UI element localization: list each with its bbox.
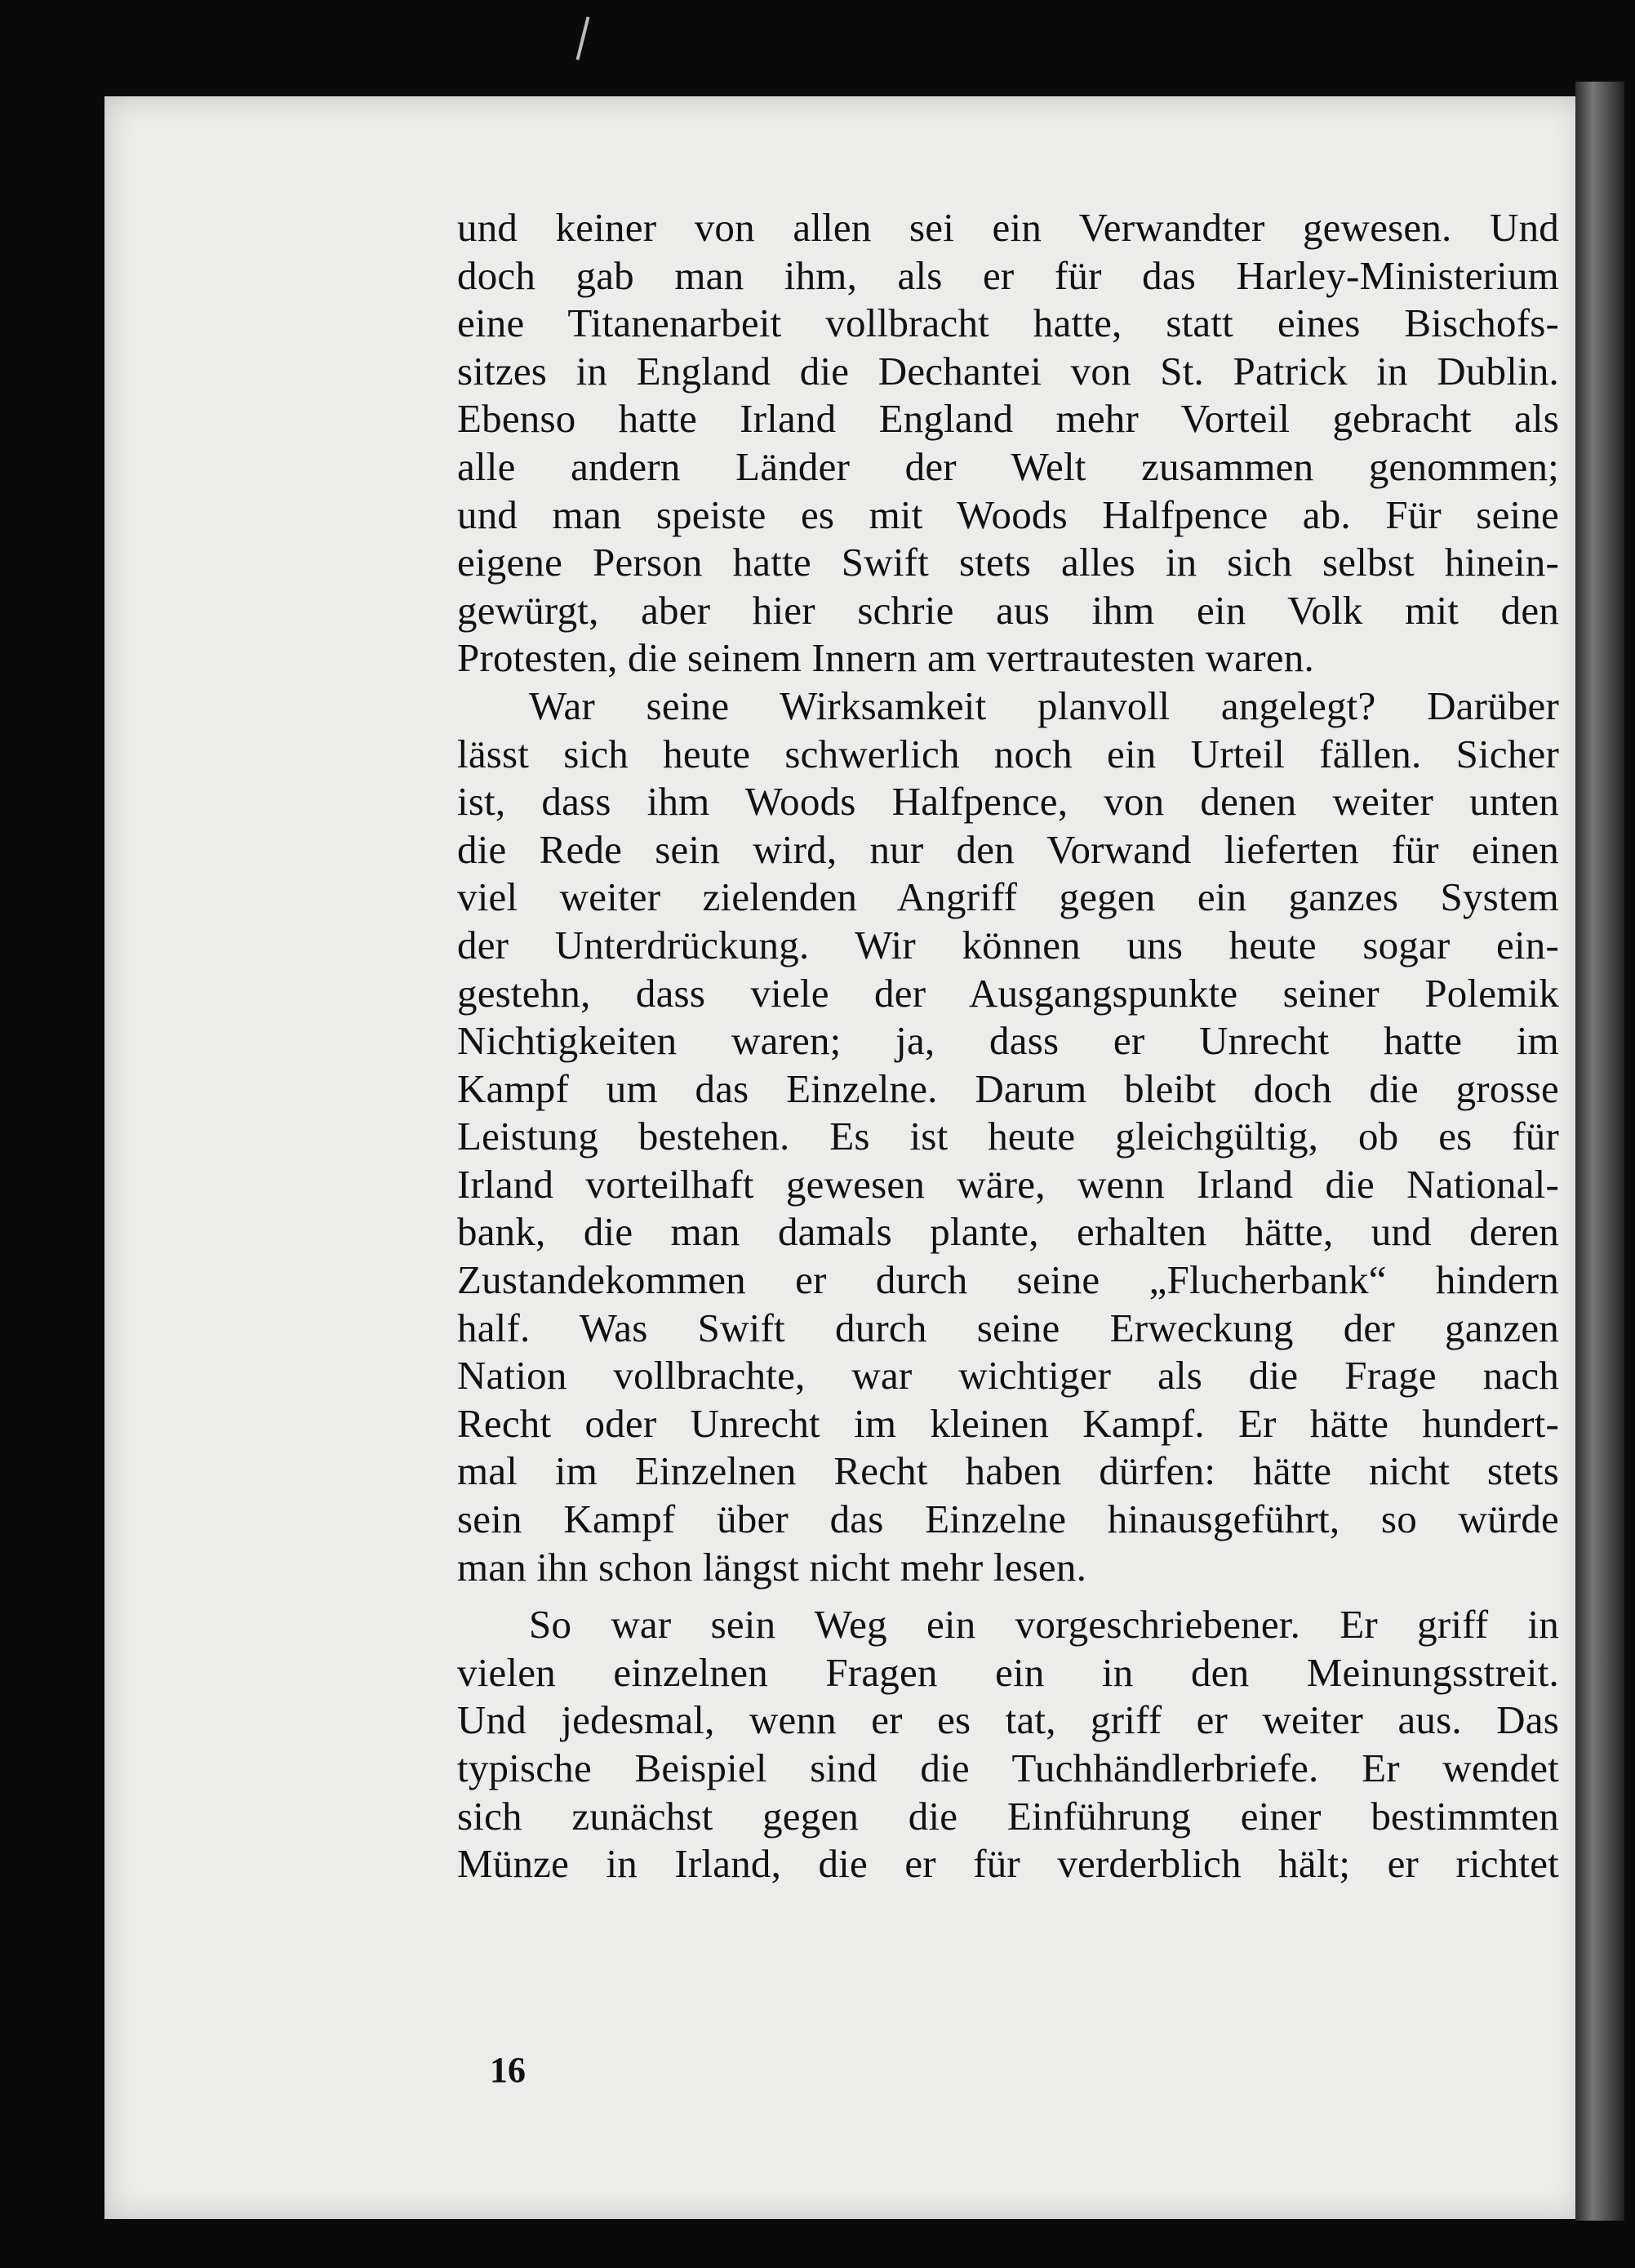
text-line: eine Titanenarbeit vollbracht hatte, statt eines Bischofs-: [457, 300, 1559, 346]
paragraph-2: [457, 683, 1559, 1591]
text-line: viel weiter zielenden Angriff gegen ein ganzes System: [457, 874, 1559, 920]
text-line: Kampf um das Einzelne. Darum bleibt doch die grosse: [457, 1065, 1559, 1111]
text-line: ist, dass ihm Woods Halfpence, von denen weiter unten: [457, 779, 1559, 825]
paragraph-gap: [457, 1591, 1559, 1601]
text-line: sein Kampf über das Einzelne hinausgeführt, so würde: [457, 1496, 1559, 1542]
paragraph-3: [457, 1601, 1559, 1888]
text-line: Protesten, die seinem Innern am vertrautesten waren.: [457, 635, 1314, 681]
text-line: die Rede sein wird, nur den Vorwand lieferten für einen: [457, 826, 1559, 872]
text-line: sich zunächst gegen die Einführung einer bestimmten: [457, 1793, 1559, 1839]
text-line: eigene Person hatte Swift stets alles in sich selbst hinein-: [457, 540, 1559, 585]
text-line: Leistung bestehen. Es ist heute gleichgültig, ob es für: [457, 1114, 1559, 1159]
text-line: typische Beispiel sind die Tuchhändlerbriefe. Er wendet: [457, 1745, 1559, 1790]
text-line: und man speiste es mit Woods Halfpence ab. Für seine: [457, 491, 1559, 537]
text-line: Münze in Irland, die er für verderblich hält; er richtet: [457, 1841, 1559, 1887]
page-text: [457, 204, 1559, 1888]
text-line: Nichtigkeiten waren; ja, dass er Unrecht hatte im: [457, 1018, 1559, 1064]
text-line: Recht oder Unrecht im kleinen Kampf. Er hätte hundert-: [457, 1400, 1559, 1446]
text-line: half. Was Swift durch seine Erweckung der ganzen: [457, 1305, 1559, 1350]
text-line: der Unterdrückung. Wir können uns heute sogar ein-: [457, 922, 1559, 967]
text-line: lässt sich heute schwerlich noch ein Urteil fällen. Sicher: [457, 731, 1559, 776]
text-line: Nation vollbrachte, war wichtiger als die Frage nach: [457, 1353, 1559, 1399]
text-line: So war sein Weg ein vorgeschriebener. Er griff in: [529, 1602, 1559, 1648]
text-line: gestehn, dass viele der Ausgangspunkte seiner Polemik: [457, 970, 1559, 1016]
text-line: Ebenso hatte Irland England mehr Vorteil gebracht als: [457, 396, 1559, 442]
text-line: vielen einzelnen Fragen ein in den Meinungsstreit.: [457, 1649, 1559, 1695]
text-line: sitzes in England die Dechantei von St. Patrick in Dublin.: [457, 348, 1559, 394]
scan-mark-top: [576, 16, 590, 60]
text-line: doch gab man ihm, als er für das Harley-Ministerium: [457, 252, 1559, 298]
text-line: bank, die man damals plante, erhalten hätte, und deren: [457, 1209, 1559, 1255]
text-line: und keiner von allen sei ein Verwandter gewesen. Und: [457, 205, 1559, 250]
text-line: Und jedesmal, wenn er es tat, griff er weiter aus. Das: [457, 1697, 1559, 1743]
text-line: Irland vorteilhaft gewesen wäre, wenn Irland die National-: [457, 1161, 1559, 1207]
page-number: 16: [490, 2050, 526, 2090]
text-line: Zustandekommen er durch seine „Flucherbank“ hindern: [457, 1257, 1559, 1303]
page-edge-right: [1575, 82, 1624, 2221]
text-line: War seine Wirksamkeit planvoll angelegt? Darüber: [529, 683, 1559, 728]
text-line: mal im Einzelnen Recht haben dürfen: hätte nicht stets: [457, 1448, 1559, 1494]
text-line: alle andern Länder der Welt zusammen genommen;: [457, 443, 1559, 489]
text-line: gewürgt, aber hier schrie aus ihm ein Volk mit den: [457, 587, 1559, 633]
paragraph-1: [457, 204, 1559, 683]
text-line: man ihn schon längst nicht mehr lesen.: [457, 1544, 1087, 1590]
